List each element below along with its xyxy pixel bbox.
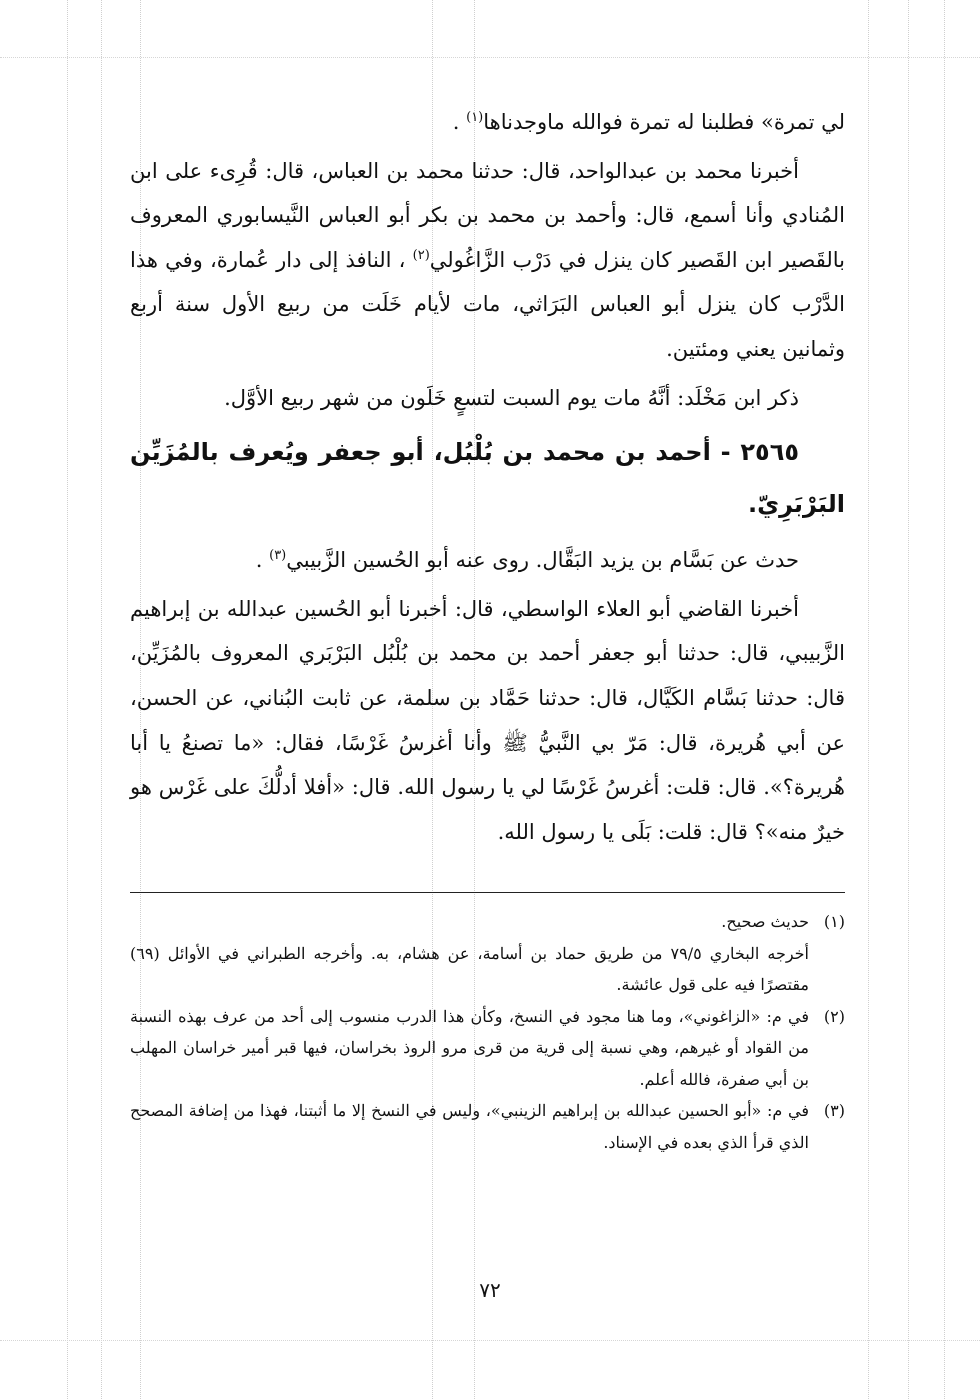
scan-guide-line: [67, 0, 68, 1399]
text-span: لي تمرة» فطلبنا له تمرة فوالله ماوجدناها: [483, 110, 845, 134]
main-text: [130, 100, 845, 854]
footnote-ref: (١): [466, 110, 484, 125]
footnote-number: (٢): [823, 1006, 845, 1026]
footnote-number: (٣): [823, 1101, 845, 1120]
scan-guide-line: [908, 0, 909, 1399]
footnote-ref: (٣): [269, 548, 287, 564]
scan-guide-line: [101, 0, 102, 1399]
footnote-text-line: أخرجه البخاري ٧٩/٥ من طريق حماد بن أسامة، عن هشام، به. وأخرجه الطبراني في الأوائل (٦٩) مقتصرًا فيه على قول عائشة.: [130, 943, 810, 994]
isnad-paragraph-1: [130, 149, 845, 372]
continuation-line: لي تمرة» فطلبنا له تمرة فوالله ماوجدناها$^{(١)}$ .: [452, 110, 845, 134]
text-span: .: [255, 548, 263, 573]
footnote-separator: [130, 892, 845, 893]
footnote-text-line: حديث صحيح.: [721, 912, 809, 931]
footnote-ref: (٢): [412, 247, 430, 263]
scan-guide-line: [0, 1340, 980, 1341]
scan-guide-line: [944, 0, 945, 1399]
text-span: ، النافذ إلى دار عُمارة، وفي هذا الدَّرْب كان ينزل أبو العباس البَرَاثي، مات لأيام خَلَت من ربيع الأول سنة أربع وثمانين يعني ومئتين.: [130, 247, 845, 361]
footnote-2: [130, 1001, 845, 1096]
footnote-text: في م: «أبو الحسين عبدالله بن إبراهيم الزينبي»، وليس في النسخ إلا ما أثبتنا، فهذا من إضافة المصحح الذي قرأ الذي بعده في الإسناد.: [130, 1101, 809, 1152]
narration-paragraph: [130, 538, 845, 583]
page-number: ٧٢: [479, 1278, 501, 1302]
death-note-paragraph: ذكر ابن مَخْلَد: أنَّهُ مات يوم السبت لتسعٍ خَلَون من شهر ربيع الأوَّل.: [224, 385, 799, 410]
footnote-1: [130, 906, 845, 1001]
footnotes-section: [130, 906, 845, 1158]
text-span: حدث عن بَسَّام بن يزيد البَقَّال. روى عنه أبو الحُسين الزَّبيبي: [286, 548, 799, 573]
scan-guide-line: [868, 0, 869, 1399]
footnote-number: (١): [823, 912, 845, 931]
hadith-paragraph: أخبرنا القاضي أبو العلاء الواسطي، قال: أخبرنا أبو الحُسين عبدالله بن إبراهيم الزَّبيبي، قال: حدثنا أبو جعفر أحمد بن محمد بن بُلْبُل البَرْبَري المعروف بالمُزَيِّن، قال: حدثنا بَسَّام الكَيَّال، قال: حدثنا حَمَّاد بن سلمة، عن ثابت البُناني، عن الحسن، عن أبي هُريرة، قال: مَرّ بي النَّبيُّ ﷺ وأنا أغرسُ غَرْسًا، فقال: «ما تصنعُ يا أبا هُريرة؟». قال: قلت: أغرسُ غَرْسًا لي يا رسول الله. قال: «أفلا أدلُّكَ على غَرْس هو خيرٌ منه»؟ قال: قلت: بَلَى يا رسول الله.: [130, 596, 845, 844]
footnote-3: [130, 1095, 845, 1158]
footnote-text: في م: «الزاغوني»، وما هنا مجود في النسخ، وكأن هذا الدرب منسوب إلى أحد من عرف بهذه النسبة من القواد أو غيرهم، وهي نسبة إلى قرية من قرى مرو الروذ بخراسان، فيها قبر أمير خراسان المهلب بن أبي صفرة، فالله أعلم.: [130, 1006, 809, 1089]
biography-heading: ٢٥٦٥ - أحمد بن محمد بن بُلْبُل، أبو جعفر ويُعرف بالمُزَيِّن البَرْبَرِيّ.: [130, 438, 845, 519]
scan-guide-line: [0, 57, 980, 58]
footnote-text: [130, 906, 809, 1001]
text-span: أخبرنا محمد بن عبدالواحد، قال: حدثنا محمد بن العباس، قال: قُرِىء على ابن المُنادي وأنا أسمع، قال: وأحمد بن محمد بن بكر أبو العباس النَّيسابوري المعروف بالقَصير ابن القَصير كان ينزل في دَرْب الزَّاغُولي: [130, 158, 845, 272]
